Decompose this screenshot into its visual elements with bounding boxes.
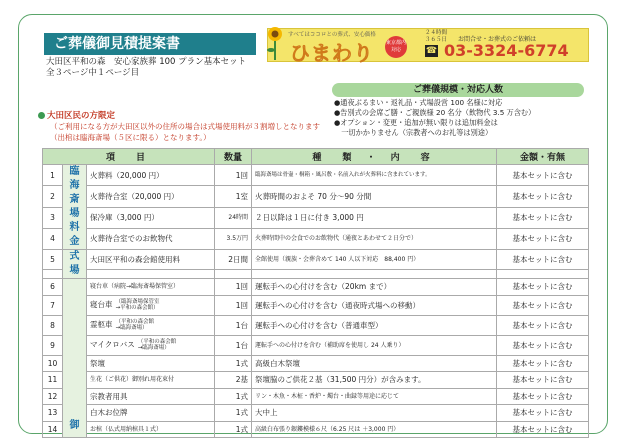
phone-icon: ☎ (425, 46, 438, 56)
page-title: ご葬儀御見積提案書 (44, 33, 256, 55)
table-row (43, 165, 589, 186)
row-item: 祭壇 (87, 355, 215, 372)
scale-item: ●告別式の会席ご膳・ご親族様 20 名分（飲物代 3.5 万含む） (334, 108, 536, 117)
hours-24: ２４時間 (425, 30, 448, 36)
category-hall: 式場 (63, 250, 87, 279)
row-item: 火葬待合室（20,000 円） (87, 186, 215, 207)
row-desc: 全館使用（親族・会葬含めて 140 人以下対応 88,400 円） (252, 250, 497, 270)
row-desc: 火葬時間中の会食でのお飲物代（通夜とあわせて２日分で） (252, 228, 497, 249)
row-item: 生花（ご供花）御別れ用花束付 (87, 372, 215, 389)
row-no: 2 (43, 186, 63, 207)
row-no: 14 (43, 421, 63, 438)
row-item: 白木お位牌 (87, 405, 215, 422)
row-amount: 基本セットに含む (497, 421, 589, 438)
row-item-sub: →臨海斎場） (115, 325, 148, 331)
plan-name: 大田区平和の森 安心家族葬 100 プラン基本セット (46, 57, 247, 67)
row-item-sub: （臨海斎場保管室 (115, 299, 160, 305)
row-item (87, 315, 215, 335)
row-item: 大田区平和の森会館使用料 (87, 250, 215, 270)
row-no: 10 (43, 355, 63, 372)
row-amount: 基本セットに含む (497, 372, 589, 389)
bullet-icon (38, 112, 45, 119)
row-amount: 基本セットに含む (497, 355, 589, 372)
row-item-sub: →臨海斎場） (137, 345, 170, 351)
section-title (38, 109, 115, 121)
table-row (43, 228, 589, 249)
row-item-sub: →平和の森会館） (115, 305, 159, 311)
category-ceremony: 御 (63, 279, 87, 438)
row-qty: 1式 (215, 388, 252, 405)
row-amount: 基本セットに含む (497, 315, 589, 335)
row-no: 8 (43, 315, 63, 335)
row-desc: ２日以降は１日に付き 3,000 円 (252, 207, 497, 228)
row-no: 12 (43, 388, 63, 405)
scale-item: ●通夜ぶるまい・返礼品・式場設営 100 名様に対応 (334, 98, 503, 107)
scale-heading: ご葬儀規模・対応人数 (332, 83, 584, 97)
row-desc: 運転手への心付けを含む（普通車型） (252, 315, 497, 335)
section-note: （ご利用になる方が大田区以外の住所の場合は式場使用料が３割増しとなります (50, 122, 320, 131)
row-item-main: マイクロバス (90, 340, 135, 349)
row-qty: 1式 (215, 421, 252, 438)
row-amount: 基本セットに含む (497, 228, 589, 249)
row-qty: 24時間 (215, 207, 252, 228)
table-row (43, 250, 589, 270)
row-desc: 運転手への心付けを含む（通夜時式場への移動） (252, 295, 497, 315)
row-item (87, 295, 215, 315)
row-qty: 1回 (215, 279, 252, 296)
row-qty: 3.5万円 (215, 228, 252, 249)
table-header-row (43, 149, 589, 165)
table-row (43, 421, 589, 438)
row-amount: 基本セットに含む (497, 405, 589, 422)
brand-name: ひまわり (290, 41, 374, 65)
category-crematorium: 臨海斎場料金 (63, 165, 87, 250)
row-desc: 祭壇脇のご供花２基（31,500 円分）が含みます。 (252, 372, 497, 389)
header-amount: 金額・有無 (497, 149, 589, 165)
row-qty: 2日間 (215, 250, 252, 270)
spacer-row (43, 269, 589, 278)
scale-item: ●オプション・変更・追加が無い限りは追加料金は (334, 118, 498, 127)
row-item: 保冷庫（3,000 円） (87, 207, 215, 228)
row-no: 1 (43, 165, 63, 186)
row-qty: 1台 (215, 335, 252, 355)
row-no: 13 (43, 405, 63, 422)
row-qty: 1式 (215, 405, 252, 422)
row-desc: リン・木魚・木柾・香炉・燭台・曲録等用途に応じて (252, 388, 497, 405)
plan-subtitle (46, 57, 246, 79)
row-no: 9 (43, 335, 63, 355)
row-no: 7 (43, 295, 63, 315)
section-note: （出棺は臨海斎場（５区に限る）となります。） (50, 133, 211, 142)
row-item-main: 霊柩車 (90, 320, 113, 329)
table-row (43, 335, 589, 355)
area-badge: 東京都内対応 (385, 36, 407, 58)
scale-item: 一切かかりません（宗教者へのお礼等は別途） (334, 128, 493, 137)
hours-365: ３６５日 (425, 37, 448, 43)
row-amount: 基本セットに含む (497, 279, 589, 296)
table-row (43, 355, 589, 372)
estimate-table (42, 148, 589, 438)
row-item: 火葬料（20,000 円） (87, 165, 215, 186)
row-item: 寝台車（病院→臨海斎場保管室） (87, 279, 215, 296)
row-desc: 高級白布張り銀鏤模様６尺（6.25 尺は ＋3,000 円） (252, 421, 497, 438)
row-item-main: 寝台車 (90, 300, 113, 309)
row-qty: 1回 (215, 165, 252, 186)
contact-label: お問合せ・お葬式のご依頼は (458, 36, 537, 43)
sunflower-icon (266, 26, 284, 60)
row-item-sub: （平和の森会館 (115, 319, 155, 325)
row-no: 6 (43, 279, 63, 296)
table-row (43, 405, 589, 422)
table-row (43, 295, 589, 315)
row-item: 宗教者用具 (87, 388, 215, 405)
table-row (43, 388, 589, 405)
row-amount: 基本セットに含む (497, 207, 589, 228)
row-no: 11 (43, 372, 63, 389)
row-qty: 2基 (215, 372, 252, 389)
row-qty: 1室 (215, 186, 252, 207)
row-no: 4 (43, 228, 63, 249)
row-desc: 運転手への心付けを含む（20km まで） (252, 279, 497, 296)
phone-number[interactable]: 03-3324-6774 (444, 41, 569, 60)
header-desc: 種 類 ・ 内 容 (252, 149, 497, 165)
row-no: 3 (43, 207, 63, 228)
row-amount: 基本セットに含む (497, 295, 589, 315)
row-desc: 運転手への心付けを含む（補助席を使用し 24 人乗り） (252, 335, 497, 355)
table-row (43, 207, 589, 228)
section-title-text: 大田区民の方限定 (47, 111, 116, 121)
row-item: 火葬待合室でのお飲物代 (87, 228, 215, 249)
table-row (43, 315, 589, 335)
row-desc: 火葬時間のおよそ 70 分～90 分間 (252, 186, 497, 207)
row-no: 5 (43, 250, 63, 270)
row-desc: 大中上 (252, 405, 497, 422)
row-amount: 基本セットに含む (497, 335, 589, 355)
row-qty: 1台 (215, 315, 252, 335)
row-amount: 基本セットに含む (497, 165, 589, 186)
header-item: 項 目 (43, 149, 215, 165)
row-item: お棺（仏式用納棺具１式） (87, 421, 215, 438)
row-amount: 基本セットに含む (497, 186, 589, 207)
row-desc: 高級白木祭壇 (252, 355, 497, 372)
row-qty: 1式 (215, 355, 252, 372)
row-qty: 1回 (215, 295, 252, 315)
row-item (87, 335, 215, 355)
brand-tagline: すべてはココロとの葬式、安心価格 (288, 32, 376, 38)
row-item-sub: （平和の森会館 (137, 339, 177, 345)
page-indicator: 全３ページ中１ページ目 (46, 68, 140, 78)
table-row (43, 186, 589, 207)
row-amount: 基本セットに含む (497, 388, 589, 405)
row-desc: 臨海斎場は骨壷・桐箱・風呂敷・名前入れが火葬料に含まれています。 (252, 165, 497, 186)
table-row (43, 372, 589, 389)
row-amount: 基本セットに含む (497, 250, 589, 270)
table-row (43, 279, 589, 296)
scale-list (334, 98, 535, 138)
header-qty: 数量 (215, 149, 252, 165)
